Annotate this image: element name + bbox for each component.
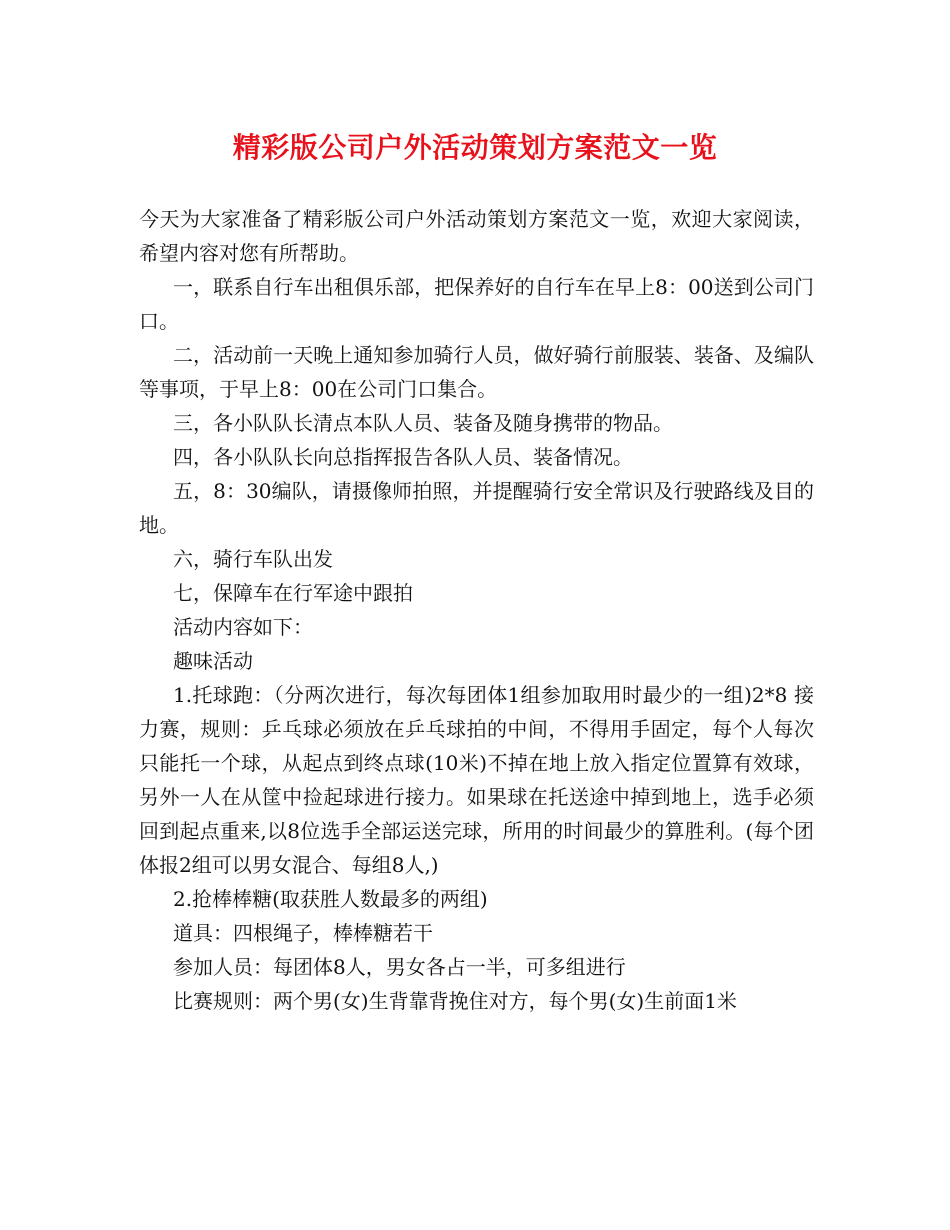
step-4-paragraph: 四，各小队队长向总指挥报告各队人员、装备情况。	[173, 445, 633, 469]
step-1-paragraph: 一，联系自行车出租俱乐部，把保养好的自行车在早上8：00送到公司门口。	[139, 275, 814, 333]
step-6-paragraph: 六，骑行车队出发	[173, 547, 333, 571]
participants-paragraph: 参加人员：每团体8人，男女各占一半，可多组进行	[173, 955, 626, 979]
lollipop-game-heading: 2.抢棒棒糖(取获胜人数最多的两组)	[173, 887, 488, 911]
step-7-paragraph: 七，保障车在行军途中跟拍	[173, 581, 413, 605]
step-3-paragraph: 三，各小队队长清点本队人员、装备及随身携带的物品。	[173, 411, 673, 435]
intro-paragraph: 今天为大家准备了精彩版公司户外活动策划方案范文一览，欢迎大家阅读，希望内容对您有所帮助。	[139, 207, 814, 265]
step-2-paragraph: 二，活动前一天晚上通知参加骑行人员，做好骑行前服装、装备、及编队等事项，于早上8：00在公司门口集合。	[139, 343, 814, 401]
document-title: 精彩版公司户外活动策划方案范文一览	[232, 131, 718, 164]
step-5-paragraph: 五，8：30编队，请摄像师拍照，并提醒骑行安全常识及行驶路线及目的地。	[139, 479, 814, 537]
document-body	[139, 202, 814, 1018]
activity-content-heading: 活动内容如下：	[173, 615, 313, 639]
fun-activity-heading: 趣味活动	[173, 649, 253, 673]
props-paragraph: 道具：四根绳子，棒棒糖若干	[173, 921, 433, 945]
ball-relay-paragraph: 1.托球跑：（分两次进行，每次每团体1组参加取用时最少的一组)2*8 接力赛，规则：乒乓球必须放在乒乓球拍的中间，不得用手固定，每个人每次只能托一个球，从起点到终点球(10米)不掉在地上放入指定位置算有效球，另外一人在从筐中捡起球进行接力。如果球在托送途中掉到地上，选手必须回到起点重来,以8位选手全部运送完球，所用的时间最少的算胜利。(每个团体报2组可以男女混合、每组8人,)	[139, 683, 814, 877]
rules-paragraph: 比赛规则：两个男(女)生背靠背挽住对方，每个男(女)生前面1米	[173, 989, 737, 1013]
